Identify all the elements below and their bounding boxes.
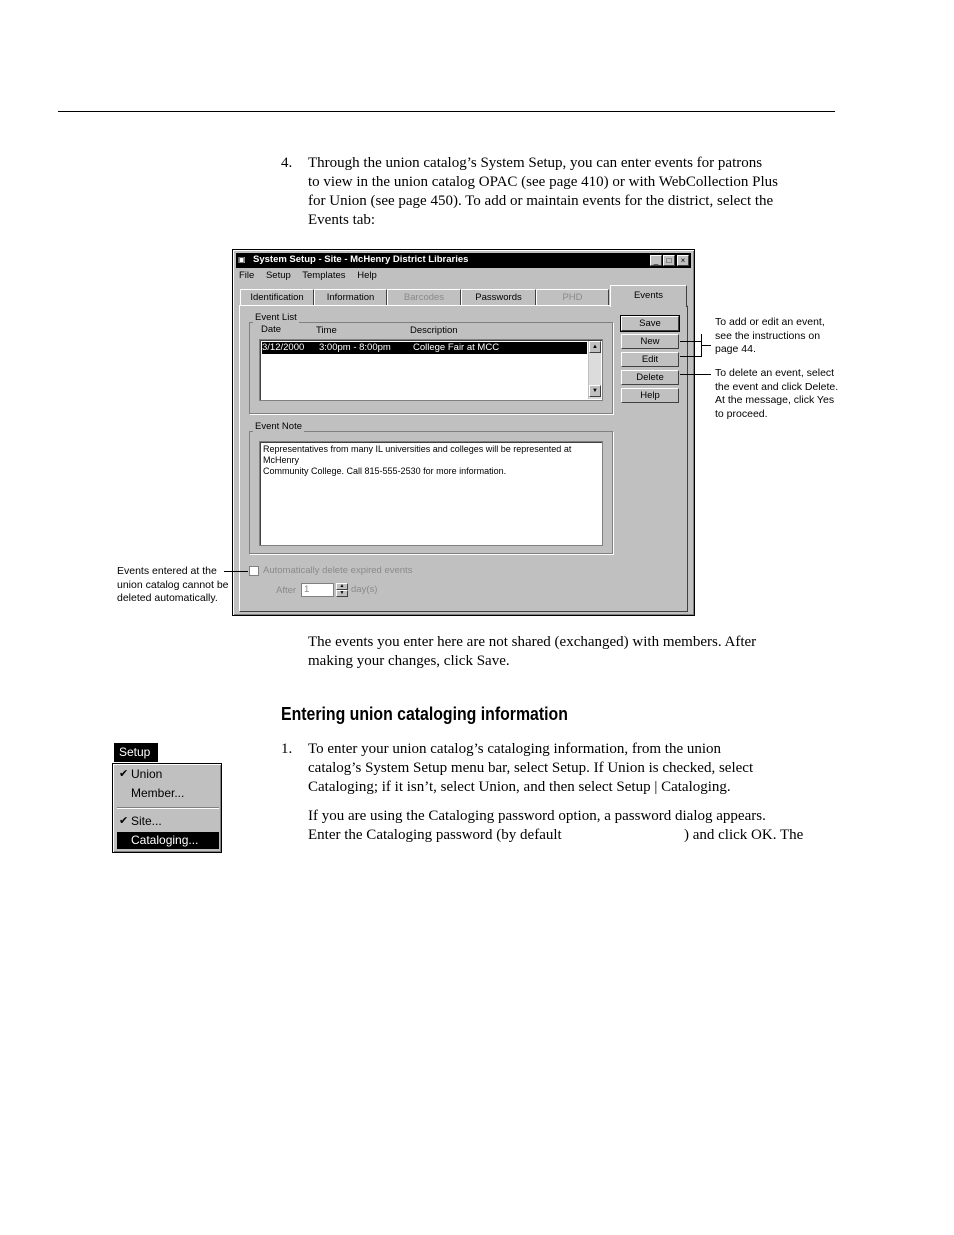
callout-delete bbox=[715, 367, 838, 421]
menu-item-label: Site... bbox=[131, 814, 162, 828]
menu-item-cataloging[interactable] bbox=[117, 832, 219, 849]
step-number: 4. bbox=[281, 155, 293, 171]
row-time: 3:00pm - 8:00pm bbox=[319, 342, 391, 353]
tab-identification[interactable]: Identification bbox=[240, 289, 314, 305]
menu-item-label: Member... bbox=[131, 786, 185, 800]
menu-item-label: Union bbox=[131, 767, 163, 781]
new-button[interactable]: New bbox=[621, 334, 679, 349]
step1-line5a: Enter the Cataloging password (by default bbox=[308, 827, 562, 843]
after-text-line1: The events you enter here are not shared (exchanged) with members. After bbox=[308, 634, 757, 650]
step1-line4: If you are using the Cataloging password option, a password dialog appears. bbox=[308, 808, 766, 824]
check-icon: ✔ bbox=[119, 815, 129, 827]
help-button[interactable]: Help bbox=[621, 388, 679, 403]
tab-phd: PHD bbox=[536, 289, 609, 305]
step1-line2: catalog’s System Setup menu bar, select Setup. If Union is checked, select bbox=[308, 760, 754, 776]
column-description: Description bbox=[410, 325, 458, 336]
auto-delete-checkbox[interactable] bbox=[249, 566, 259, 576]
list-scrollbar[interactable] bbox=[588, 341, 601, 399]
callout-leader bbox=[680, 356, 702, 357]
event-note-textarea[interactable] bbox=[259, 441, 603, 546]
setup-menu-dropdown bbox=[112, 763, 222, 853]
step1-line1: To enter your union catalog’s cataloging information, from the union bbox=[308, 741, 722, 757]
tab-barcodes: Barcodes bbox=[387, 289, 461, 305]
close-icon[interactable]: × bbox=[677, 255, 689, 266]
menu-item-union[interactable] bbox=[117, 766, 219, 783]
days-input[interactable]: 1 bbox=[301, 583, 334, 597]
app-icon: ▣ bbox=[238, 255, 246, 264]
step4-line3: for Union (see page 450). To add or maintain events for the district, select the bbox=[308, 193, 774, 209]
step1-line5b: ) and click OK. The bbox=[684, 827, 804, 843]
callout-line: see the instructions on bbox=[715, 329, 821, 342]
callout-line: the event and click Delete. bbox=[715, 380, 839, 393]
note-line2: Community College. Call 815-555-2530 for more information. bbox=[263, 466, 507, 476]
column-time: Time bbox=[316, 325, 337, 336]
maximize-icon[interactable]: □ bbox=[663, 255, 675, 266]
event-note-label: Event Note bbox=[255, 421, 302, 432]
event-list-label: Event List bbox=[255, 312, 297, 323]
after-label: After bbox=[276, 585, 297, 596]
menu-item-member[interactable] bbox=[117, 785, 219, 802]
scroll-up-icon[interactable]: ▲ bbox=[589, 341, 601, 353]
spin-down-icon[interactable]: ▼ bbox=[336, 590, 348, 597]
after-text-line2: making your changes, click Save. bbox=[308, 653, 510, 669]
callout-union bbox=[117, 565, 229, 606]
callout-line: to proceed. bbox=[715, 407, 768, 420]
callout-leader bbox=[701, 345, 711, 346]
section-heading: Entering union cataloging information bbox=[281, 704, 568, 724]
system-setup-window bbox=[232, 249, 695, 616]
callout-leader bbox=[680, 341, 702, 342]
spin-up-icon[interactable]: ▲ bbox=[336, 583, 348, 590]
callout-line: deleted automatically. bbox=[117, 592, 218, 605]
menu-setup[interactable]: Setup bbox=[265, 270, 291, 281]
auto-delete-label: Automatically delete expired events bbox=[263, 565, 413, 576]
callout-add-edit bbox=[715, 316, 825, 357]
menu-bar bbox=[239, 270, 386, 284]
column-date: Date bbox=[261, 324, 282, 335]
delete-button[interactable]: Delete bbox=[621, 370, 679, 385]
menu-item-label: Cataloging... bbox=[131, 833, 199, 847]
callout-line: At the message, click Yes bbox=[715, 394, 835, 407]
header-rule bbox=[58, 111, 835, 112]
setup-menu bbox=[112, 742, 222, 853]
step4-line1: Through the union catalog’s System Setup, you can enter events for patrons bbox=[308, 155, 763, 171]
scroll-down-icon[interactable]: ▼ bbox=[589, 385, 601, 397]
event-list-box[interactable] bbox=[259, 339, 603, 401]
step4-line4: Events tab: bbox=[308, 212, 376, 228]
tab-information[interactable]: Information bbox=[314, 289, 387, 305]
callout-line: union catalog cannot be bbox=[117, 578, 229, 591]
save-button[interactable]: Save bbox=[621, 316, 679, 331]
note-line1: Representatives from many IL universities and colleges will be represented at McHenry bbox=[263, 444, 572, 465]
check-icon: ✔ bbox=[119, 768, 129, 780]
menu-help[interactable]: Help bbox=[357, 270, 377, 281]
setup-menu-title[interactable]: Setup bbox=[114, 743, 158, 762]
row-date: 3/12/2000 bbox=[262, 342, 305, 353]
step-number: 1. bbox=[281, 741, 293, 757]
table-row[interactable] bbox=[262, 342, 587, 354]
menu-separator bbox=[117, 807, 219, 809]
step1-line3: Cataloging; if it isn’t, select Union, and then select Setup | Cataloging. bbox=[308, 779, 731, 795]
title-bar bbox=[236, 253, 691, 268]
row-description: College Fair at MCC bbox=[413, 342, 500, 353]
callout-line: page 44. bbox=[715, 343, 756, 356]
callout-line: Events entered at the bbox=[117, 565, 217, 577]
minimize-icon[interactable]: _ bbox=[650, 255, 662, 266]
tab-passwords[interactable]: Passwords bbox=[461, 289, 536, 305]
menu-templates[interactable]: Templates bbox=[302, 270, 346, 281]
callout-line: To delete an event, select bbox=[715, 367, 835, 379]
menu-item-site[interactable] bbox=[117, 813, 219, 830]
tab-events[interactable]: Events bbox=[610, 285, 687, 307]
menu-file[interactable]: File bbox=[239, 270, 255, 281]
step4-line2: to view in the union catalog OPAC (see page 410) or with WebCollection Plus bbox=[308, 174, 778, 190]
edit-button[interactable]: Edit bbox=[621, 352, 679, 367]
callout-leader bbox=[680, 374, 711, 375]
callout-line: To add or edit an event, bbox=[715, 316, 825, 328]
window-title: System Setup - Site - McHenry District Libraries bbox=[253, 254, 469, 265]
days-unit-label: day(s) bbox=[351, 584, 378, 595]
